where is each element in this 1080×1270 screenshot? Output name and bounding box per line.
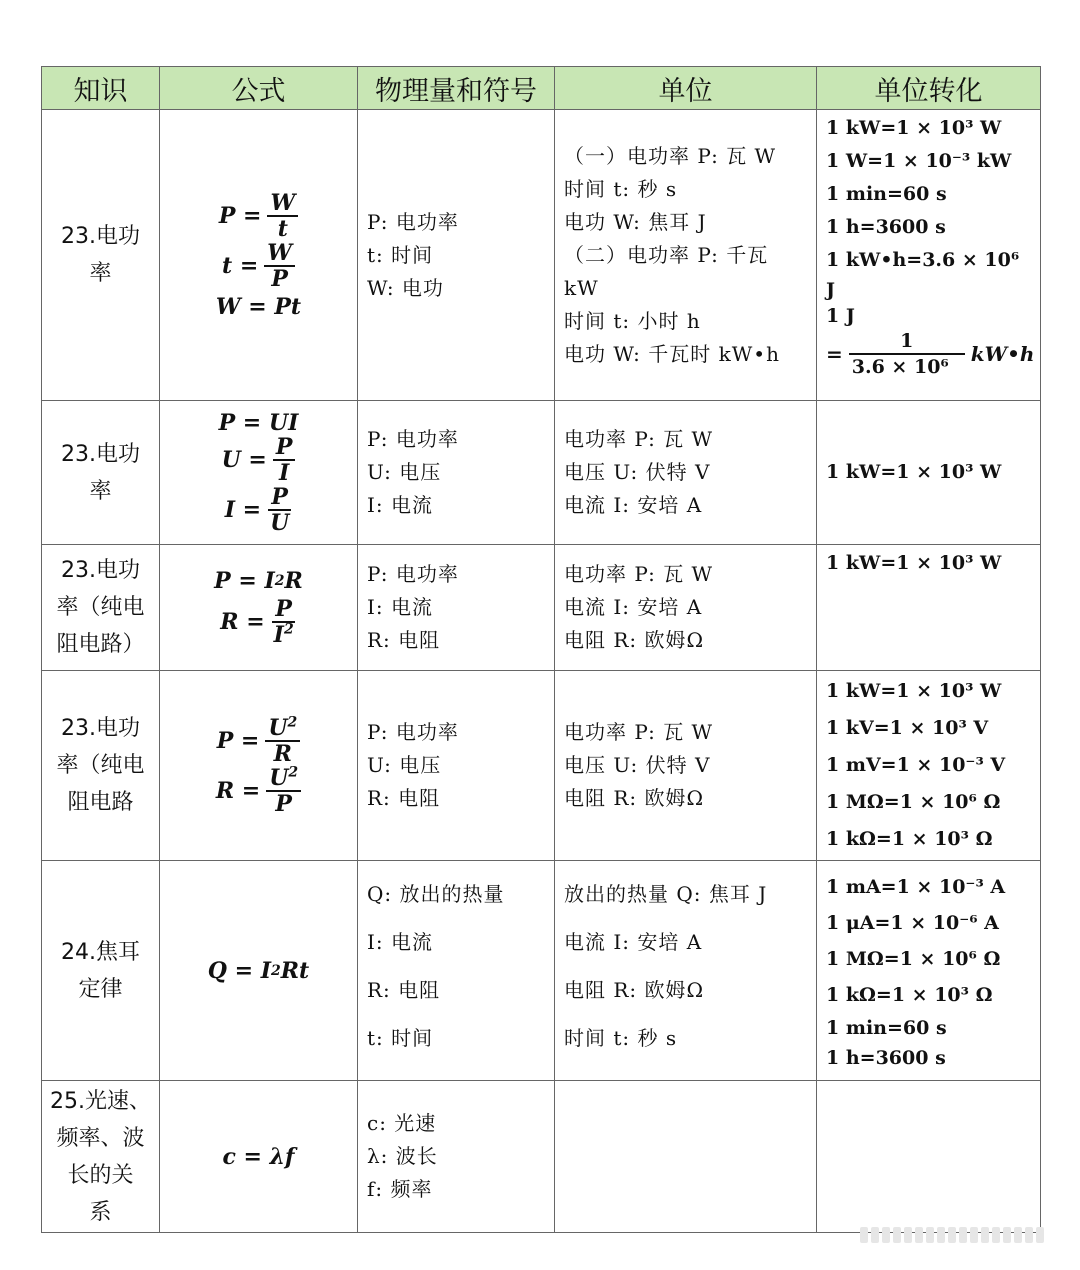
conversion-cell <box>817 1081 1041 1233</box>
unit-cell: 放出的热量 Q: 焦耳 J 电流 I: 安培 A 电阻 R: 欧姆Ω 时间 t: 秒 s <box>555 861 817 1081</box>
header-unit: 单位 <box>555 67 817 110</box>
conversion-cell: 1 mA=1 × 10⁻³ A 1 μA=1 × 10⁻⁶ A 1 MΩ=1 × 10⁶ Ω 1 kΩ=1 × 10³ Ω 1 min=60 s 1 h=3600 s <box>817 861 1041 1081</box>
bar-icon <box>915 1227 923 1243</box>
conversion-cell: 1 kW=1 × 10³ W <box>817 401 1041 545</box>
symbols-cell: Q: 放出的热量 I: 电流 R: 电阻 t: 时间 <box>358 861 555 1081</box>
symbols-cell: P: 电功率 U: 电压 I: 电流 <box>358 401 555 545</box>
formula-line: c = λf <box>222 1143 295 1170</box>
table-row <box>42 671 1041 861</box>
bar-icon <box>882 1227 890 1243</box>
header-formula: 公式 <box>160 67 358 110</box>
header-symbols: 物理量和符号 <box>358 67 555 110</box>
formula-line: I = $\frac{P}{U}$ <box>224 483 290 536</box>
formula-line: P = $\frac{U^2}{R}$ <box>160 716 357 766</box>
knowledge-cell: 23.电功 率 <box>42 110 160 401</box>
formula-cell <box>160 1081 358 1233</box>
knowledge-cell: 25.光速、 频率、波 长的关 系 <box>42 1081 160 1233</box>
header-row <box>42 67 1041 110</box>
bar-icon <box>937 1227 945 1243</box>
conversion-cell: 1 kW=1 × 10³ W 1 kV=1 × 10³ V 1 mV=1 × 10⁻³ V 1 MΩ=1 × 10⁶ Ω 1 kΩ=1 × 10³ Ω <box>817 671 1041 861</box>
formula-cell <box>160 545 358 671</box>
watermark-bars <box>860 1226 1055 1244</box>
formula-cell <box>160 110 358 401</box>
unit-cell: 电功率 P: 瓦 W 电压 U: 伏特 V 电流 I: 安培 A <box>555 401 817 545</box>
bar-icon <box>1025 1227 1033 1243</box>
bar-icon <box>981 1227 989 1243</box>
formula-cell <box>160 671 358 861</box>
conversion-cell: 1 kW=1 × 10³ W 1 W=1 × 10⁻³ kW 1 min=60 s 1 h=3600 s 1 kW•h=3.6 × 10⁶ J 1 J = $\frac{1}{\text{3.6 × 10⁶}}$ kW•h <box>817 110 1041 401</box>
formula-line: P = I 2 R <box>214 567 303 594</box>
bar-icon <box>860 1227 868 1243</box>
unit-cell: 电功率 P: 瓦 W 电流 I: 安培 A 电阻 R: 欧姆Ω <box>555 545 817 671</box>
knowledge-cell: 23.电功 率（纯电 阻电路） <box>42 545 160 671</box>
knowledge-cell: 23.电功 率 <box>42 401 160 545</box>
formula-line: U = $\frac{P}{I}$ <box>160 435 357 485</box>
table-row <box>42 1081 1041 1233</box>
formula-line: R = $\frac{P}{I^2}$ <box>220 595 294 648</box>
unit-cell: 电功率 P: 瓦 W 电压 U: 伏特 V 电阻 R: 欧姆Ω <box>555 671 817 861</box>
table-row <box>42 545 1041 671</box>
symbols-cell: P: 电功率 I: 电流 R: 电阻 <box>358 545 555 671</box>
unit-cell: （一）电功率 P: 瓦 W 时间 t: 秒 s 电功 W: 焦耳 J （二）电功率 P: 千瓦 kW 时间 t: 小时 h 电功 W: 千瓦时 kW•h <box>555 110 817 401</box>
bar-icon <box>893 1227 901 1243</box>
bar-icon <box>959 1227 967 1243</box>
conversion-fraction: = $\frac{1}{\text{3.6 × 10⁶}}$ kW•h <box>826 330 1035 378</box>
formula-cell <box>160 401 358 545</box>
bar-icon <box>992 1227 1000 1243</box>
conversion-cell: 1 kW=1 × 10³ W <box>817 545 1041 671</box>
header-conversion: 单位转化 <box>817 67 1041 110</box>
table-row <box>42 861 1041 1081</box>
formula-cell <box>160 861 358 1081</box>
formula-line: P = $\frac{W}{t}$ <box>160 191 357 241</box>
bar-icon <box>1014 1227 1022 1243</box>
table-row <box>42 401 1041 545</box>
symbols-cell: P: 电功率 U: 电压 R: 电阻 <box>358 671 555 861</box>
header-knowledge: 知识 <box>42 67 160 110</box>
bar-icon <box>948 1227 956 1243</box>
formula-table <box>41 66 1041 1233</box>
bar-icon <box>1036 1227 1044 1243</box>
bar-icon <box>904 1227 912 1243</box>
symbols-cell: c: 光速 λ: 波长 f: 频率 <box>358 1081 555 1233</box>
formula-line: W = Pt <box>215 294 302 320</box>
table-row <box>42 110 1041 401</box>
symbols-cell: P: 电功率 t: 时间 W: 电功 <box>358 110 555 401</box>
bar-icon <box>926 1227 934 1243</box>
formula-line: t = $\frac{W}{P}$ <box>160 241 357 291</box>
bar-icon <box>871 1227 879 1243</box>
bar-icon <box>970 1227 978 1243</box>
unit-cell <box>555 1081 817 1233</box>
knowledge-cell: 23.电功 率（纯电 阻电路 <box>42 671 160 861</box>
knowledge-cell: 24.焦耳 定律 <box>42 861 160 1081</box>
bar-icon <box>1003 1227 1011 1243</box>
formula-line: Q = I 2 Rt <box>207 957 310 984</box>
formula-line: R = $\frac{U^2}{P}$ <box>160 766 357 816</box>
formula-line: P = UI <box>218 409 299 436</box>
